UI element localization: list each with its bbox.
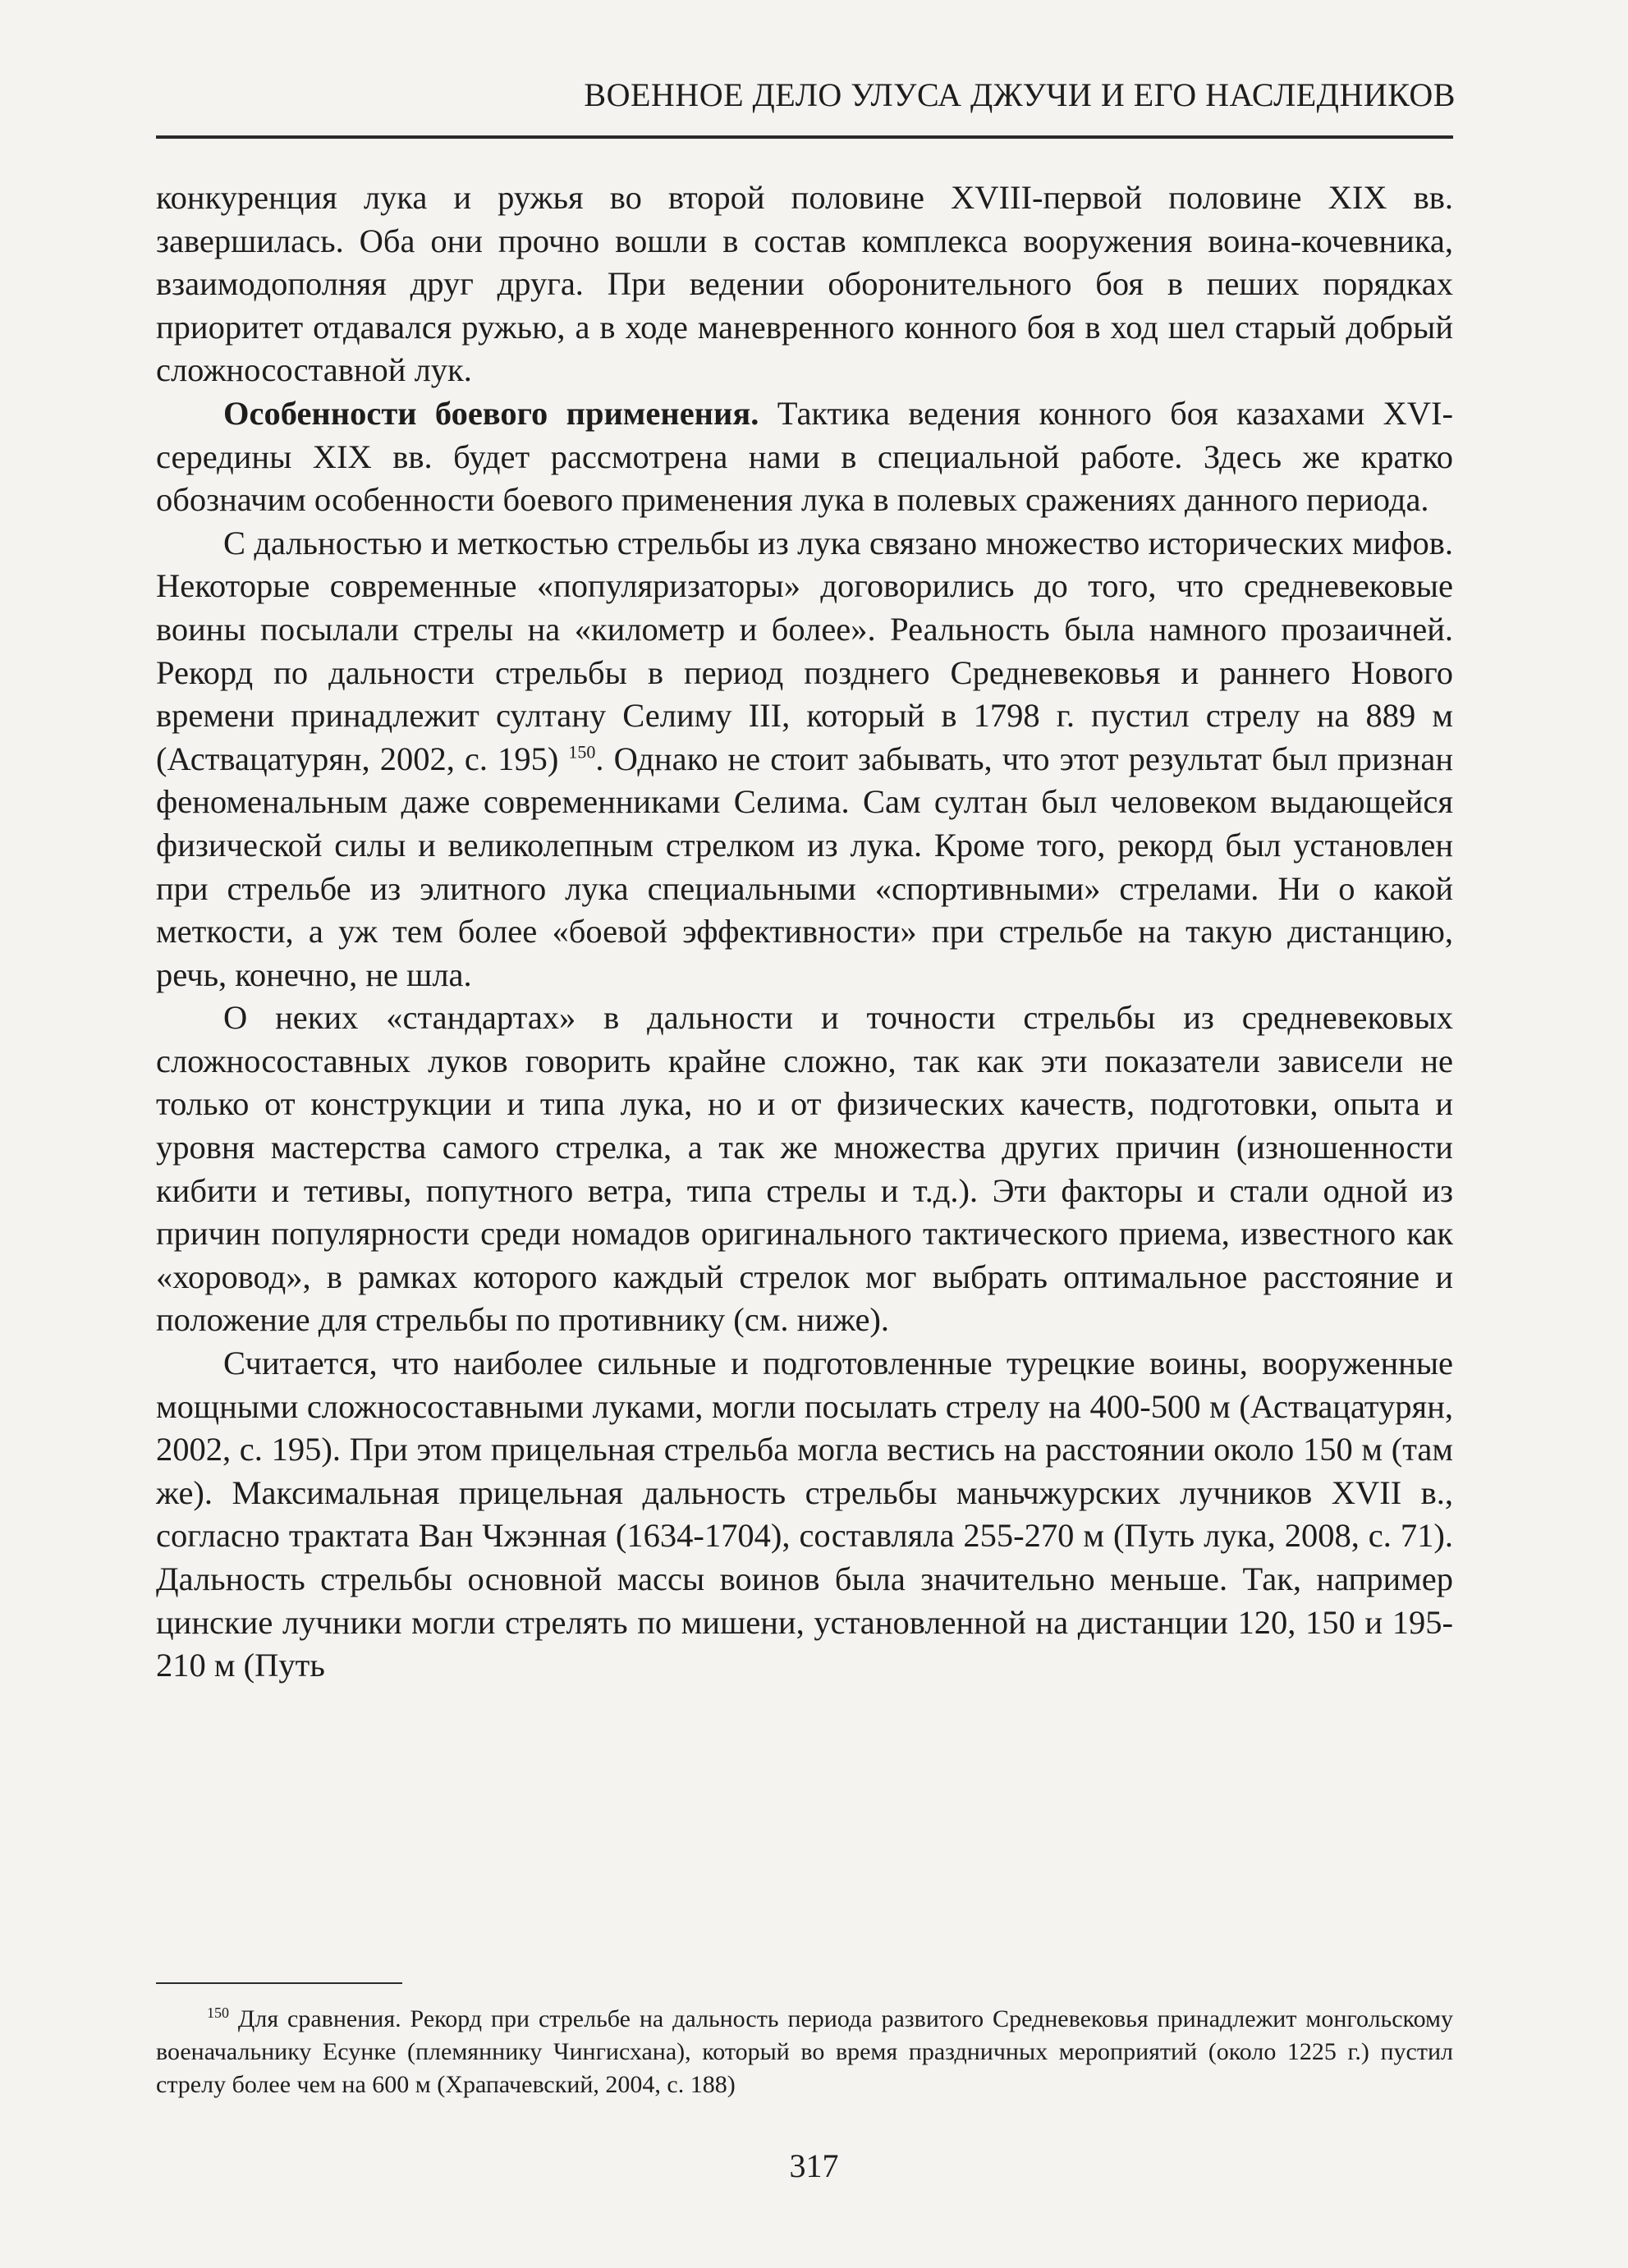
paragraph-2: [156, 392, 1453, 522]
section-heading: Особенности боевого применения.: [223, 394, 759, 432]
paragraph-1: конкуренция лука и ружья во второй половине XVIII-первой половине XIX вв. завершилась. Оба они прочно вошли в состав комплекса вооружения воина-кочевника, взаимодополняя друг друга. При ведении оборонительного боя в пеших порядках приоритет отдавался ружью, а в ходе маневренного конного боя в ход шел старый добрый сложносоставной лук.: [156, 179, 1453, 389]
footnote-number: 150: [207, 2005, 229, 2021]
footnote-text: Для сравнения. Рекорд при стрельбе на дальность периода развитого Средневековья принадлежит монгольскому военачальнику Есунке (племяннику Чингисхана), который во время праздничных мероприятий (около 1225 г.) пустил стрелу более чем на 600 м (Храпачевский, 2004, с. 188): [156, 2005, 1453, 2098]
paragraph-3-text-b: . Однако не стоит забывать, что этот результат был признан феноменальным даже современниками Селима. Сам султан был человеком выдающейся физической силы и великолепным стрелком из лука. Кроме того, рекорд был установлен при стрельбе из элитного лука специальными «спортивными» стрелами. Ни о какой меткости, а уж тем более «боевой эффективности» при стрельбе на такую дистанцию, речь, конечно, не шла.: [156, 740, 1453, 993]
footnote-rule: [156, 1982, 402, 1984]
paragraph-3: [156, 522, 1453, 997]
page-number: 317: [789, 2147, 839, 2184]
paragraph-5: Считается, что наиболее сильные и подготовленные турецкие воины, вооруженные мощными сложносоставными луками, могли посылать стрелу на 400-500 м (Аствацатурян, 2002, с. 195). При этом прицельная стрельба могла вестись на расстоянии около 150 м (там же). Максимальная прицельная дальность стрельбы маньчжурских лучников XVII в., согласно трактата Ван Чжэнная (1634-1704), составляла 255-270 м (Путь лука, 2008, с. 71). Дальность стрельбы основной массы воинов была значительно меньше. Так, например цинские лучники могли стрелять по мишени, установленной на дистанции 120, 150 и 195-210 м (Путь: [156, 1345, 1453, 1684]
running-title: ВОЕННОЕ ДЕЛО УЛУСА ДЖУЧИ И ЕГО НАСЛЕДНИКОВ: [584, 76, 1456, 113]
paragraph-4: О неких «стандартах» в дальности и точности стрельбы из средневековых сложносоставных луков говорить крайне сложно, так как эти показатели зависели не только от конструкции и типа лука, но и от физических качеств, подготовки, опыта и уровня мастерства самого стрелка, а так же множества других причин (изношенности кибити и тетивы, попутного ветра, типа стрелы и т.д.). Эти факторы и стали одной из причин популярности среди номадов оригинального тактического приема, известного как «хоровод», в рамках которого каждый стрелок мог выбрать оптимальное расстояние и положение для стрельбы по противнику (см. ниже).: [156, 999, 1453, 1339]
footnote-ref[interactable]: 150: [568, 741, 596, 763]
main-text: [156, 176, 1453, 1688]
footnote: [156, 2003, 1453, 2101]
header-rule: [156, 135, 1453, 139]
paragraph-2-text: Тактика ведения конного боя казахами XVI-середины XIX вв. будет рассмотрена нами в специальной работе. Здесь же кратко обозначим особенности боевого применения лука в полевых сражениях данного периода.: [156, 394, 1453, 519]
paragraph-3-text-a: С дальностью и меткостью стрельбы из лука связано множество исторических мифов. Некоторые современные «популяризаторы» договорились до того, что средневековые воины посылали стрелы на «километр и более». Реальность была намного прозаичней. Рекорд по дальности стрельбы в период позднего Средневековья и раннего Нового времени принадлежит султану Селиму III, который в 1798 г. пустил стрелу на 889 м (Аствацатурян, 2002, с. 195): [156, 524, 1453, 777]
